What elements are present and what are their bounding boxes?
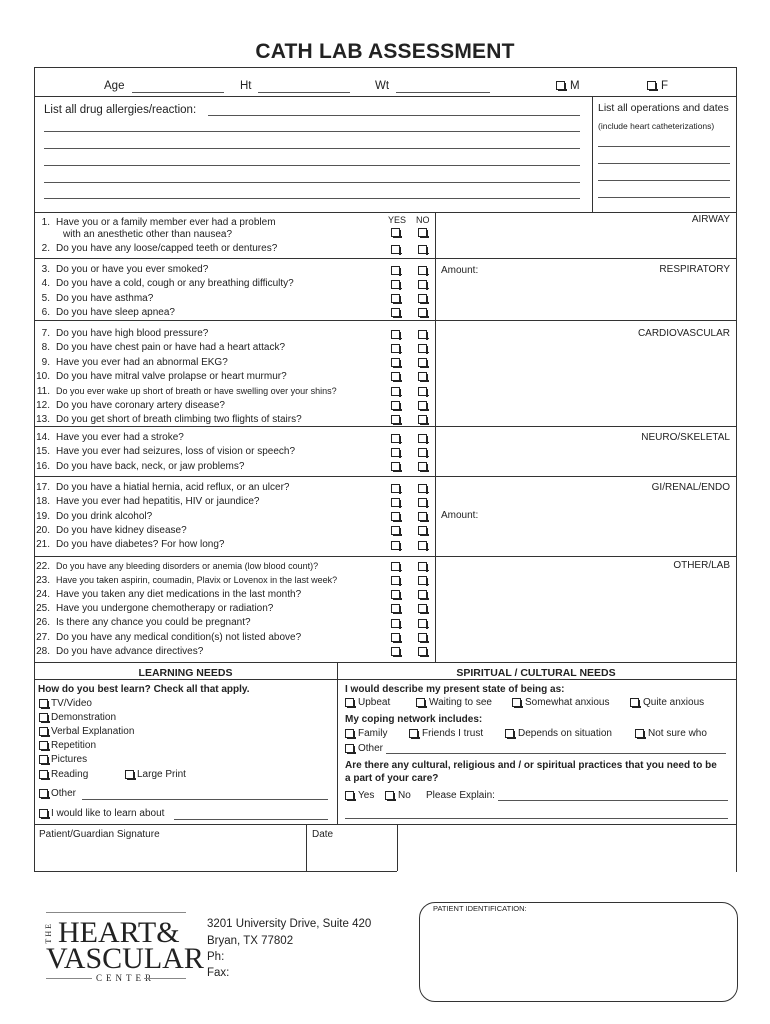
question-no-checkbox[interactable] xyxy=(418,562,427,571)
question-no-checkbox[interactable] xyxy=(418,280,427,289)
learn-about-field[interactable] xyxy=(174,819,328,820)
question-number: 22. xyxy=(36,561,50,572)
coping-option-label: Not sure who xyxy=(648,728,707,739)
amount-label: Amount: xyxy=(441,510,479,521)
coping-question: My coping network includes: xyxy=(345,714,483,725)
logo-the: THE xyxy=(44,922,53,944)
question-row xyxy=(36,446,296,458)
question-number: 4. xyxy=(41,278,50,290)
question-no-checkbox[interactable] xyxy=(418,228,427,237)
question-yes-checkbox[interactable] xyxy=(391,308,400,317)
question-row xyxy=(36,496,260,508)
learning-demonstration-checkbox[interactable] xyxy=(39,713,48,722)
question-row xyxy=(36,510,153,523)
question-row xyxy=(36,370,287,383)
learn-about-checkbox[interactable] xyxy=(39,809,48,818)
address-fax: Fax: xyxy=(207,967,230,979)
question-yes-checkbox[interactable] xyxy=(391,448,400,457)
yes-header: YES xyxy=(388,215,407,225)
question-text: Do you have asthma? xyxy=(56,292,154,304)
section-label: NEURO/SKELETAL xyxy=(641,432,730,443)
question-no-checkbox[interactable] xyxy=(418,498,427,507)
question-yes-checkbox[interactable] xyxy=(391,484,400,493)
states-option-label: Waiting to see xyxy=(429,697,492,708)
female-label: F xyxy=(661,80,669,92)
states-option-label: Somewhat anxious xyxy=(525,697,610,708)
question-number: 5. xyxy=(41,292,50,304)
section-label: OTHER/LAB xyxy=(673,560,730,571)
question-text: Have you taken any diet medications in the last month? xyxy=(56,588,302,600)
practices-question-1: Are there any cultural, religious and / or spiritual practices that you need to be xyxy=(345,760,717,771)
question-no-checkbox[interactable] xyxy=(418,484,427,493)
question-text: Do you have a cold, cough or any breathing difficulty? xyxy=(56,278,294,290)
question-yes-checkbox[interactable] xyxy=(391,498,400,507)
practices-no-checkbox[interactable] xyxy=(385,791,394,800)
wt-label: Wt xyxy=(375,80,390,92)
question-number: 1. xyxy=(41,217,50,228)
patient-identification-label: PATIENT IDENTIFICATION: xyxy=(433,904,527,913)
spiritual-other-label: Other xyxy=(358,743,384,754)
question-row xyxy=(36,539,225,551)
question-row xyxy=(40,264,208,276)
question-row xyxy=(36,602,274,615)
question-row xyxy=(36,617,251,629)
practices-yes-checkbox[interactable] xyxy=(345,791,354,800)
learning-option-label: TV/Video xyxy=(51,698,92,709)
learn-about-label: I would like to learn about xyxy=(51,808,165,819)
address-city: Bryan, TX 77802 xyxy=(207,935,294,947)
question-yes-checkbox[interactable] xyxy=(391,434,400,443)
question-text: Do you have a hiatial hernia, acid reflux, or an ulcer? xyxy=(56,482,290,493)
question-text: Do you have mitral valve prolapse or heart murmur? xyxy=(56,370,287,382)
female-checkbox[interactable] xyxy=(647,81,656,90)
question-yes-checkbox[interactable] xyxy=(391,415,400,424)
state-question: I would describe my present state of being as: xyxy=(345,684,565,695)
practices-question-2: a part of your care? xyxy=(345,773,439,784)
question-no-checkbox[interactable] xyxy=(418,526,427,535)
question-row xyxy=(40,328,208,340)
question-yes-checkbox[interactable] xyxy=(391,604,400,613)
question-row xyxy=(40,278,294,290)
question-no-checkbox[interactable] xyxy=(418,434,427,443)
explain-field[interactable] xyxy=(498,800,728,801)
allergies-line[interactable] xyxy=(44,198,580,199)
question-text: Have you taken aspirin, coumadin, Plavix or Lovenox in the last week? xyxy=(56,575,338,586)
practices-no-label: No xyxy=(398,790,411,801)
learning-other-field[interactable] xyxy=(82,799,328,800)
question-yes-checkbox[interactable] xyxy=(391,387,400,396)
question-yes-checkbox[interactable] xyxy=(391,590,400,599)
question-text: Have you ever had hepatitis, HIV or jaundice? xyxy=(56,496,260,508)
spiritual-other-field[interactable] xyxy=(386,753,726,754)
question-no-checkbox[interactable] xyxy=(418,372,427,381)
coping-not-sure-who-checkbox[interactable] xyxy=(635,729,644,738)
question-yes-checkbox[interactable] xyxy=(391,526,400,535)
allergies-line[interactable] xyxy=(208,115,580,116)
coping-option-label: Family xyxy=(358,728,388,739)
question-yes-checkbox[interactable] xyxy=(391,462,400,471)
question-number: 19. xyxy=(36,510,50,522)
question-no-checkbox[interactable] xyxy=(418,512,427,521)
question-number: 27. xyxy=(36,631,50,643)
question-row xyxy=(36,645,204,658)
question-yes-checkbox[interactable] xyxy=(391,280,400,289)
question-number: 2. xyxy=(41,243,50,255)
question-number: 13. xyxy=(36,413,50,425)
spiritual-header: SPIRITUAL / CULTURAL NEEDS xyxy=(456,667,616,679)
states-option-label: Quite anxious xyxy=(643,697,705,708)
question-yes-checkbox[interactable] xyxy=(391,619,400,628)
question-row xyxy=(36,413,302,426)
question-yes-checkbox[interactable] xyxy=(391,541,400,550)
learning-option-label: Repetition xyxy=(51,740,97,751)
question-number: 15. xyxy=(36,446,50,458)
logo-vascular: VASCULAR xyxy=(46,942,204,975)
learning-tv-video-checkbox[interactable] xyxy=(39,699,48,708)
question-number: 8. xyxy=(41,342,50,354)
question-yes-checkbox[interactable] xyxy=(391,576,400,585)
question-row xyxy=(36,524,187,537)
question-row xyxy=(40,217,276,229)
allergies-line[interactable] xyxy=(44,148,580,149)
learning-other-label: Other xyxy=(51,788,77,799)
learning-option-label: Reading xyxy=(51,769,89,780)
question-text: Have you or a family member ever had a problem xyxy=(56,217,276,228)
spiritual-other-checkbox[interactable] xyxy=(345,744,354,753)
question-row xyxy=(36,631,302,644)
question-text: Do you have advance directives? xyxy=(56,645,204,657)
question-text: Do you have kidney disease? xyxy=(56,524,187,536)
question-text: Have you ever had seizures, loss of vision or speech? xyxy=(56,446,296,458)
learning-reading-checkbox[interactable] xyxy=(39,770,48,779)
operations-line[interactable] xyxy=(598,180,730,181)
question-yes-checkbox[interactable] xyxy=(391,401,400,410)
question-number: 11. xyxy=(36,386,50,398)
question-number: 20. xyxy=(36,524,50,536)
question-yes-checkbox[interactable] xyxy=(391,633,400,642)
coping-option-label: Depends on situation xyxy=(518,728,612,739)
question-no-checkbox[interactable] xyxy=(418,619,427,628)
question-text: Have you ever had an abnormal EKG? xyxy=(56,356,228,368)
operations-line[interactable] xyxy=(598,197,730,198)
question-text: Do you have chest pain or have had a heart attack? xyxy=(56,342,286,354)
question-no-checkbox[interactable] xyxy=(418,633,427,642)
explain-field-2[interactable] xyxy=(345,818,728,819)
learning-verbal-explanation-checkbox[interactable] xyxy=(39,727,48,736)
question-text: Do you have back, neck, or jaw problems? xyxy=(56,460,245,472)
question-row xyxy=(40,243,277,255)
question-row xyxy=(36,432,184,444)
question-text: Do you have any bleeding disorders or anemia (low blood count)? xyxy=(56,561,319,571)
question-yes-checkbox[interactable] xyxy=(391,647,400,656)
question-text: Do you have any loose/capped teeth or dentures? xyxy=(56,243,278,255)
operations-label: List all operations and dates xyxy=(598,102,729,114)
question-text: Do you have high blood pressure? xyxy=(56,328,209,339)
question-no-checkbox[interactable] xyxy=(418,266,427,275)
section-label: GI/RENAL/ENDO xyxy=(651,482,730,493)
question-no-checkbox[interactable] xyxy=(418,387,427,396)
question-no-checkbox[interactable] xyxy=(418,448,427,457)
question-row xyxy=(36,482,290,494)
question-yes-checkbox[interactable] xyxy=(391,330,400,339)
question-row xyxy=(36,460,245,473)
heart-vascular-logo xyxy=(44,912,204,984)
age-label: Age xyxy=(104,80,125,92)
question-row xyxy=(36,385,337,398)
ht-label: Ht xyxy=(240,80,252,92)
no-header: NO xyxy=(416,215,430,225)
question-row xyxy=(36,588,302,601)
learning-large-print-checkbox[interactable] xyxy=(125,770,134,779)
question-number: 24. xyxy=(36,588,50,600)
amount-label: Amount: xyxy=(441,265,479,276)
question-yes-checkbox[interactable] xyxy=(391,562,400,571)
learning-question: How do you best learn? Check all that apply. xyxy=(38,684,250,695)
question-text: Have you ever had a stroke? xyxy=(56,432,184,443)
question-row xyxy=(40,342,285,354)
coping-family-checkbox[interactable] xyxy=(345,729,354,738)
question-yes-checkbox[interactable] xyxy=(391,512,400,521)
date-label: Date xyxy=(312,829,334,840)
question-no-checkbox[interactable] xyxy=(418,245,427,254)
question-no-checkbox[interactable] xyxy=(418,647,427,656)
question-number: 10. xyxy=(36,370,50,382)
learning-other-checkbox[interactable] xyxy=(39,789,48,798)
signature-label: Patient/Guardian Signature xyxy=(39,829,160,840)
question-row xyxy=(36,574,338,587)
question-text: Do you have coronary artery disease? xyxy=(56,399,225,411)
question-number: 3. xyxy=(41,264,50,275)
logo-heart: HEART& xyxy=(58,916,180,949)
section-label: AIRWAY xyxy=(691,214,730,225)
question-number: 16. xyxy=(36,460,50,472)
question-no-checkbox[interactable] xyxy=(418,462,427,471)
coping-option-label: Friends I trust xyxy=(422,728,484,739)
question-row xyxy=(36,399,225,412)
allergies-label: List all drug allergies/reaction: xyxy=(44,104,197,116)
question-row xyxy=(40,357,228,369)
question-yes-checkbox[interactable] xyxy=(391,358,400,367)
question-text: Do you or have you ever smoked? xyxy=(56,264,209,275)
question-no-checkbox[interactable] xyxy=(418,344,427,353)
explain-label: Please Explain: xyxy=(426,790,495,801)
question-row xyxy=(40,293,153,305)
operations-line[interactable] xyxy=(598,146,730,147)
question-text: Do you have diabetes? For how long? xyxy=(56,539,225,551)
question-text: Do you have any medical condition(s) not listed above? xyxy=(56,631,302,643)
question-no-checkbox[interactable] xyxy=(418,401,427,410)
question-no-checkbox[interactable] xyxy=(418,308,427,317)
learning-option-label: Verbal Explanation xyxy=(51,726,135,737)
states-upbeat-checkbox[interactable] xyxy=(345,698,354,707)
question-number: 12. xyxy=(36,399,50,411)
question-yes-checkbox[interactable] xyxy=(391,245,400,254)
learning-option-label: Demonstration xyxy=(51,712,117,723)
coping-friends-i-trust-checkbox[interactable] xyxy=(409,729,418,738)
section-label: CARDIOVASCULAR xyxy=(637,328,730,339)
logo-center: CENTER xyxy=(96,973,155,983)
question-no-checkbox[interactable] xyxy=(418,358,427,367)
question-text-continued: with an anesthetic other than nausea? xyxy=(63,229,233,240)
question-text: Do you have sleep apnea? xyxy=(56,306,175,318)
question-number: 26. xyxy=(36,617,50,629)
question-row xyxy=(40,307,175,319)
age-field[interactable] xyxy=(132,92,224,93)
male-label: M xyxy=(570,80,580,92)
question-yes-checkbox[interactable] xyxy=(391,372,400,381)
question-text: Have you undergone chemotherapy or radiation? xyxy=(56,602,274,614)
question-no-checkbox[interactable] xyxy=(418,294,427,303)
signature-field[interactable] xyxy=(36,843,304,869)
male-checkbox[interactable] xyxy=(556,81,565,90)
question-no-checkbox[interactable] xyxy=(418,604,427,613)
question-number: 6. xyxy=(41,306,50,318)
operations-line[interactable] xyxy=(598,163,730,164)
question-number: 21. xyxy=(36,539,50,551)
question-text: Is there any chance you could be pregnant? xyxy=(56,617,251,629)
states-option-label: Upbeat xyxy=(358,697,391,708)
address-street: 3201 University Drive, Suite 420 xyxy=(207,918,372,930)
learning-header: LEARNING NEEDS xyxy=(138,667,233,679)
patient-identification-box[interactable] xyxy=(419,902,738,1002)
question-number: 14. xyxy=(36,432,50,443)
question-no-checkbox[interactable] xyxy=(418,576,427,585)
learning-pictures-checkbox[interactable] xyxy=(39,755,48,764)
question-number: 7. xyxy=(41,328,50,339)
question-yes-checkbox[interactable] xyxy=(391,294,400,303)
question-number: 28. xyxy=(36,645,50,657)
allergies-line[interactable] xyxy=(44,182,580,183)
question-number: 17. xyxy=(36,482,50,493)
operations-sublabel: (include heart catheterizations) xyxy=(598,121,715,131)
question-no-checkbox[interactable] xyxy=(418,541,427,550)
question-no-checkbox[interactable] xyxy=(418,330,427,339)
states-somewhat-anxious-checkbox[interactable] xyxy=(512,698,521,707)
learning-repetition-checkbox[interactable] xyxy=(39,741,48,750)
states-waiting-to-see-checkbox[interactable] xyxy=(416,698,425,707)
states-quite-anxious-checkbox[interactable] xyxy=(630,698,639,707)
question-text: Do you get short of breath climbing two flights of stairs? xyxy=(56,413,302,425)
wt-field[interactable] xyxy=(396,92,490,93)
learning-option-label: Pictures xyxy=(51,754,88,765)
question-yes-checkbox[interactable] xyxy=(391,344,400,353)
page-title: CATH LAB ASSESSMENT xyxy=(255,40,515,63)
date-field[interactable] xyxy=(308,843,395,869)
allergies-line[interactable] xyxy=(44,131,580,132)
question-text: Do you drink alcohol? xyxy=(56,510,153,522)
question-number: 9. xyxy=(41,356,50,368)
ht-field[interactable] xyxy=(258,92,350,93)
question-yes-checkbox[interactable] xyxy=(391,266,400,275)
question-yes-checkbox[interactable] xyxy=(391,228,400,237)
address-phone: Ph: xyxy=(207,951,225,963)
practices-yes-label: Yes xyxy=(358,790,375,801)
question-number: 23. xyxy=(36,575,50,587)
question-text: Do you ever wake up short of breath or have swelling over your shins? xyxy=(56,386,337,397)
coping-depends-on-situation-checkbox[interactable] xyxy=(505,729,514,738)
allergies-line[interactable] xyxy=(44,165,580,166)
learning-option-label: Large Print xyxy=(137,769,186,780)
question-row xyxy=(36,560,319,573)
section-label: RESPIRATORY xyxy=(659,264,730,275)
question-number: 25. xyxy=(36,602,50,614)
question-no-checkbox[interactable] xyxy=(418,590,427,599)
question-number: 18. xyxy=(36,496,50,508)
question-no-checkbox[interactable] xyxy=(418,415,427,424)
